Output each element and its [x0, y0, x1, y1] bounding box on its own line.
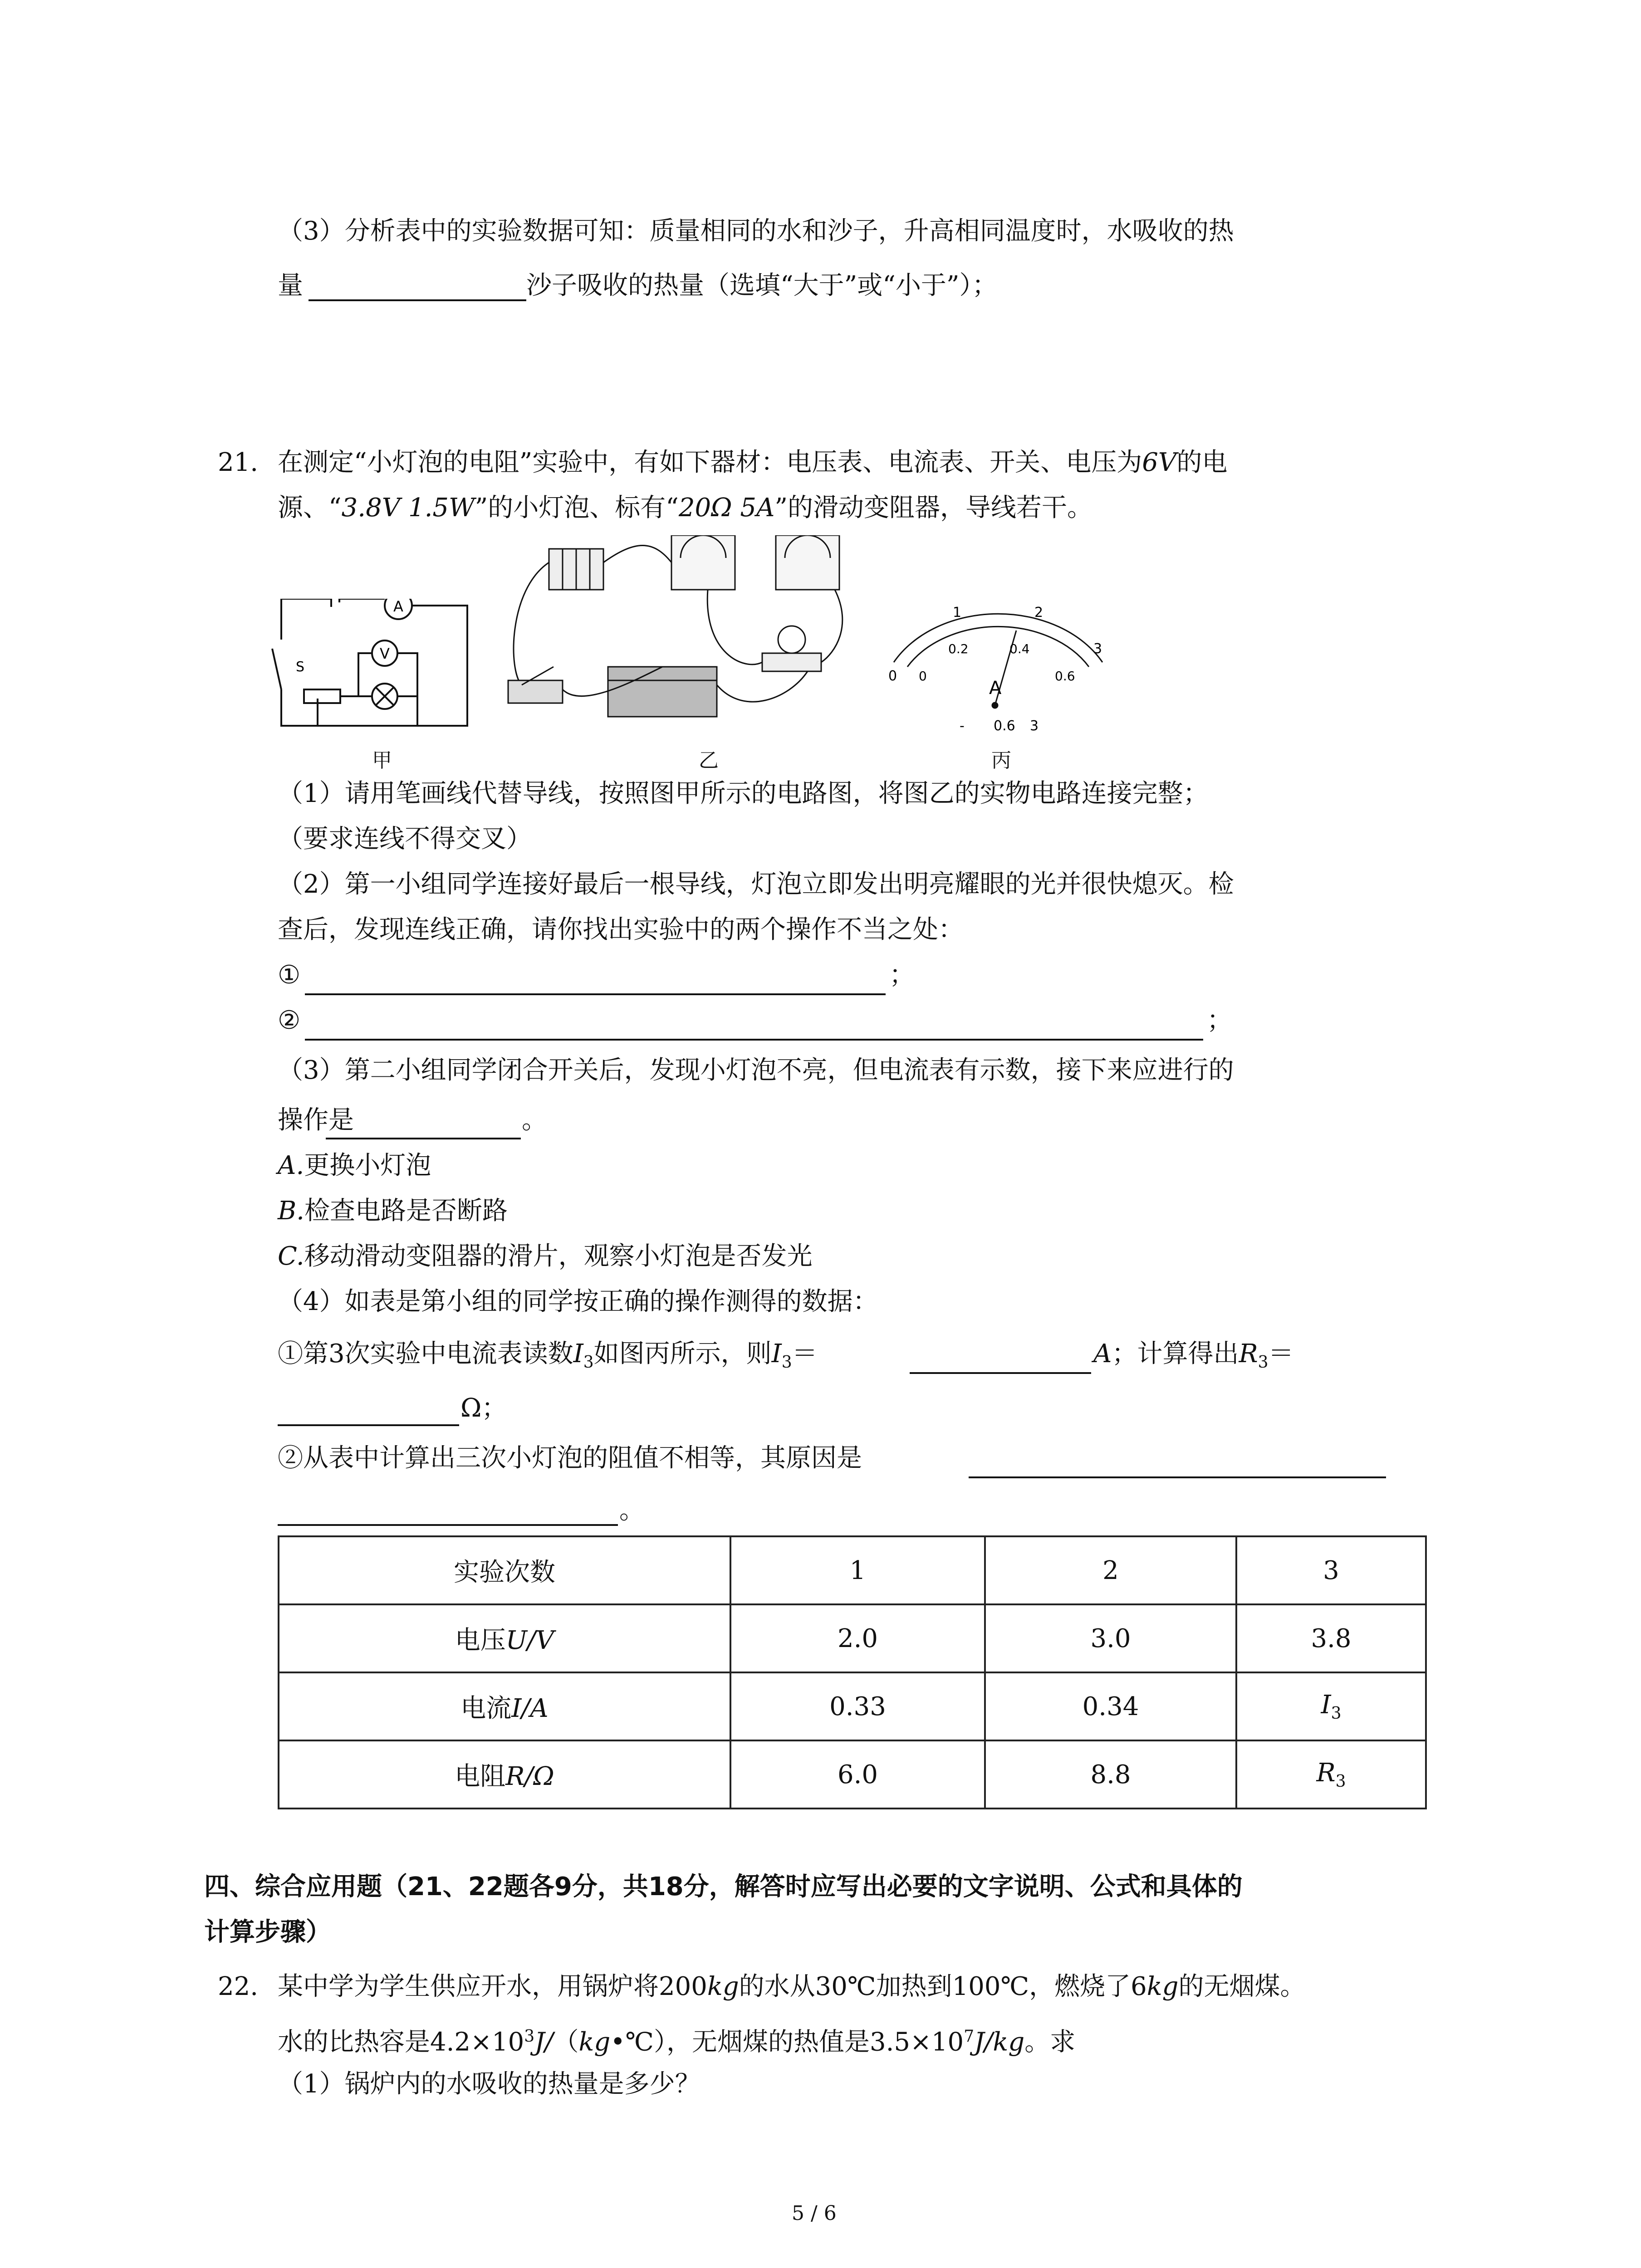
q21-p1-line1: （1）请用笔画线代替导线，按照图甲所示的电路图，将图乙的实物电路连接完整；: [278, 779, 1209, 808]
table-header-cell: 1: [730, 1536, 985, 1604]
q21-p4-line2: ①第3次实验中电流表读数$I_3$如图丙所示，则$I_3=$: [278, 1339, 818, 1372]
q21-p4-i3-blank: [910, 1372, 1091, 1374]
dial-tick-bottom-02: 0.2: [948, 641, 969, 656]
dial-unit: A: [989, 678, 1002, 699]
terminal-minus: -: [960, 718, 965, 734]
q21-p2-line1: （2）第一小组同学连接好最后一根导线，灯泡立即发出明亮耀眼的光并很快熄灭。检: [278, 870, 1234, 899]
q20-answer-blank: [309, 299, 526, 301]
table-row-label: 电流I/A: [279, 1672, 730, 1740]
terminal-3: 3: [1030, 718, 1039, 734]
data-table: [278, 1535, 1427, 1809]
q22-line2: 水的比热容是$4.2\times 10^3J/(kg•℃)$，无烟煤的热值是$3.5\times 10^7J/kg$。求: [278, 2027, 1076, 2057]
q21-option-a: A.更换小灯泡: [278, 1151, 431, 1180]
q22-number: 22.: [218, 1972, 259, 2001]
voltmeter-symbol-label: V: [380, 645, 390, 662]
table-header-row: [279, 1536, 1426, 1604]
ammeter-dial-bing: [880, 585, 1116, 739]
q21-p4-reason-blank1: [969, 1476, 1386, 1478]
circuit-diagram-jia: [268, 599, 481, 735]
table-cell: 8.8: [985, 1740, 1236, 1809]
fig-label-jia: 甲: [372, 749, 392, 772]
physical-circuit-yi: [490, 535, 898, 744]
q21-p3-line1: （3）第二小组同学闭合开关后，发现小灯泡不亮，但电流表有示数，接下来应进行的: [278, 1056, 1234, 1085]
q20-p3-line2-a: 量: [278, 271, 303, 300]
table-row-label: 电阻R/Ω: [279, 1740, 730, 1809]
ammeter-symbol-label: A: [393, 599, 403, 615]
table-cell: 0.33: [730, 1672, 985, 1740]
q21-p1-line2: （要求连线不得交叉）: [278, 824, 532, 854]
table-row-voltage: [279, 1604, 1426, 1672]
q21-p2-blank1-marker: ①: [278, 960, 301, 990]
terminal-06: 0.6: [994, 718, 1015, 734]
dial-tick-bottom-04: 0.4: [1009, 641, 1030, 656]
q22-line1: 某中学为学生供应开水，用锅炉将200kg的水从30℃加热到100℃，燃烧了6kg的无烟煤。: [278, 1972, 1306, 2001]
table-cell: 3.0: [985, 1604, 1236, 1672]
q21-number: 21.: [218, 448, 259, 477]
table-header-cell: 3: [1236, 1536, 1426, 1604]
q21-p4-omega: Ω；: [460, 1393, 507, 1423]
table-row-label: 电压U/V: [279, 1604, 730, 1672]
table-cell: 3.8: [1236, 1604, 1426, 1672]
q21-p3-blank: [326, 1138, 521, 1139]
q21-p3-line2-a: 操作是: [278, 1105, 354, 1135]
table-cell-r3: $R_3$: [1236, 1740, 1426, 1809]
dial-tick-top-3: 3: [1093, 641, 1102, 657]
q21-intro-line2: 源、“3.8V 1.5W”的小灯泡、标有“20Ω 5A”的滑动变阻器，导线若干。: [278, 493, 1093, 523]
table-header-cell: 实验次数: [279, 1536, 730, 1604]
dial-tick-bottom-0: 0: [919, 669, 927, 684]
q21-p2-blank2: [305, 1039, 1203, 1041]
table-cell: 2.0: [730, 1604, 985, 1672]
q21-p2-line2: 查后，发现连线正确，请你找出实验中的两个操作不当之处：: [278, 915, 964, 944]
q21-p2-blank1-semi: ；: [889, 960, 915, 990]
table-cell: 0.34: [985, 1672, 1236, 1740]
table-row-current: [279, 1672, 1426, 1740]
q21-p2-blank2-semi: ；: [1207, 1006, 1232, 1035]
q21-intro-line1: 在测定“小灯泡的电阻”实验中，有如下器材：电压表、电流表、开关、电压为6V的电: [278, 448, 1228, 477]
q21-p4-line1: （4）如表是第小组的同学按正确的操作测得的数据：: [278, 1287, 878, 1316]
dial-zero: 0: [888, 668, 897, 684]
q21-p2-blank2-marker: ②: [278, 1006, 301, 1035]
section4-heading-line2: 计算步骤）: [204, 1917, 331, 1947]
q21-option-b: B.检查电路是否断路: [278, 1196, 508, 1226]
dial-tick-top-2: 2: [1034, 605, 1043, 621]
table-cell-i3: $I_3$: [1236, 1672, 1426, 1740]
switch-symbol-label: S: [296, 659, 305, 675]
q21-p4-line2-b: A；计算得出$R_3=$: [1093, 1339, 1294, 1372]
table-header-cell: 2: [985, 1536, 1236, 1604]
q20-p3-line2-b: 沙子吸收的热量（选填“大于”或“小于”）；: [526, 271, 998, 300]
fig-label-bing: 丙: [991, 749, 1011, 772]
page-number: 5 / 6: [792, 2202, 837, 2225]
section4-heading-line1: 四、综合应用题（21、22题各9分，共18分，解答时应写出必要的文字说明、公式和具体的: [204, 1872, 1243, 1901]
q21-p4-end: 。: [619, 1496, 645, 1525]
dial-tick-top-1: 1: [953, 605, 962, 621]
table-cell: 6.0: [730, 1740, 985, 1809]
q21-p4-line4: ②从表中计算出三次小灯泡的阻值不相等，其原因是: [278, 1443, 862, 1473]
q21-p4-r3-blank: [278, 1424, 459, 1426]
dial-tick-bottom-06: 0.6: [1055, 669, 1075, 684]
q21-p3-line2-b: 。: [522, 1105, 547, 1135]
q20-p3-line1: （3）分析表中的实验数据可知：质量相同的水和沙子，升高相同温度时，水吸收的热: [278, 216, 1234, 246]
fig-label-yi: 乙: [699, 749, 719, 772]
q21-p4-reason-blank2: [278, 1524, 618, 1526]
q22-part1: （1）锅炉内的水吸收的热量是多少？: [278, 2069, 700, 2099]
table-row-resistance: [279, 1740, 1426, 1809]
q21-option-c: C.移动滑动变阻器的滑片，观察小灯泡是否发光: [278, 1242, 813, 1271]
q21-p2-blank1: [305, 993, 886, 995]
